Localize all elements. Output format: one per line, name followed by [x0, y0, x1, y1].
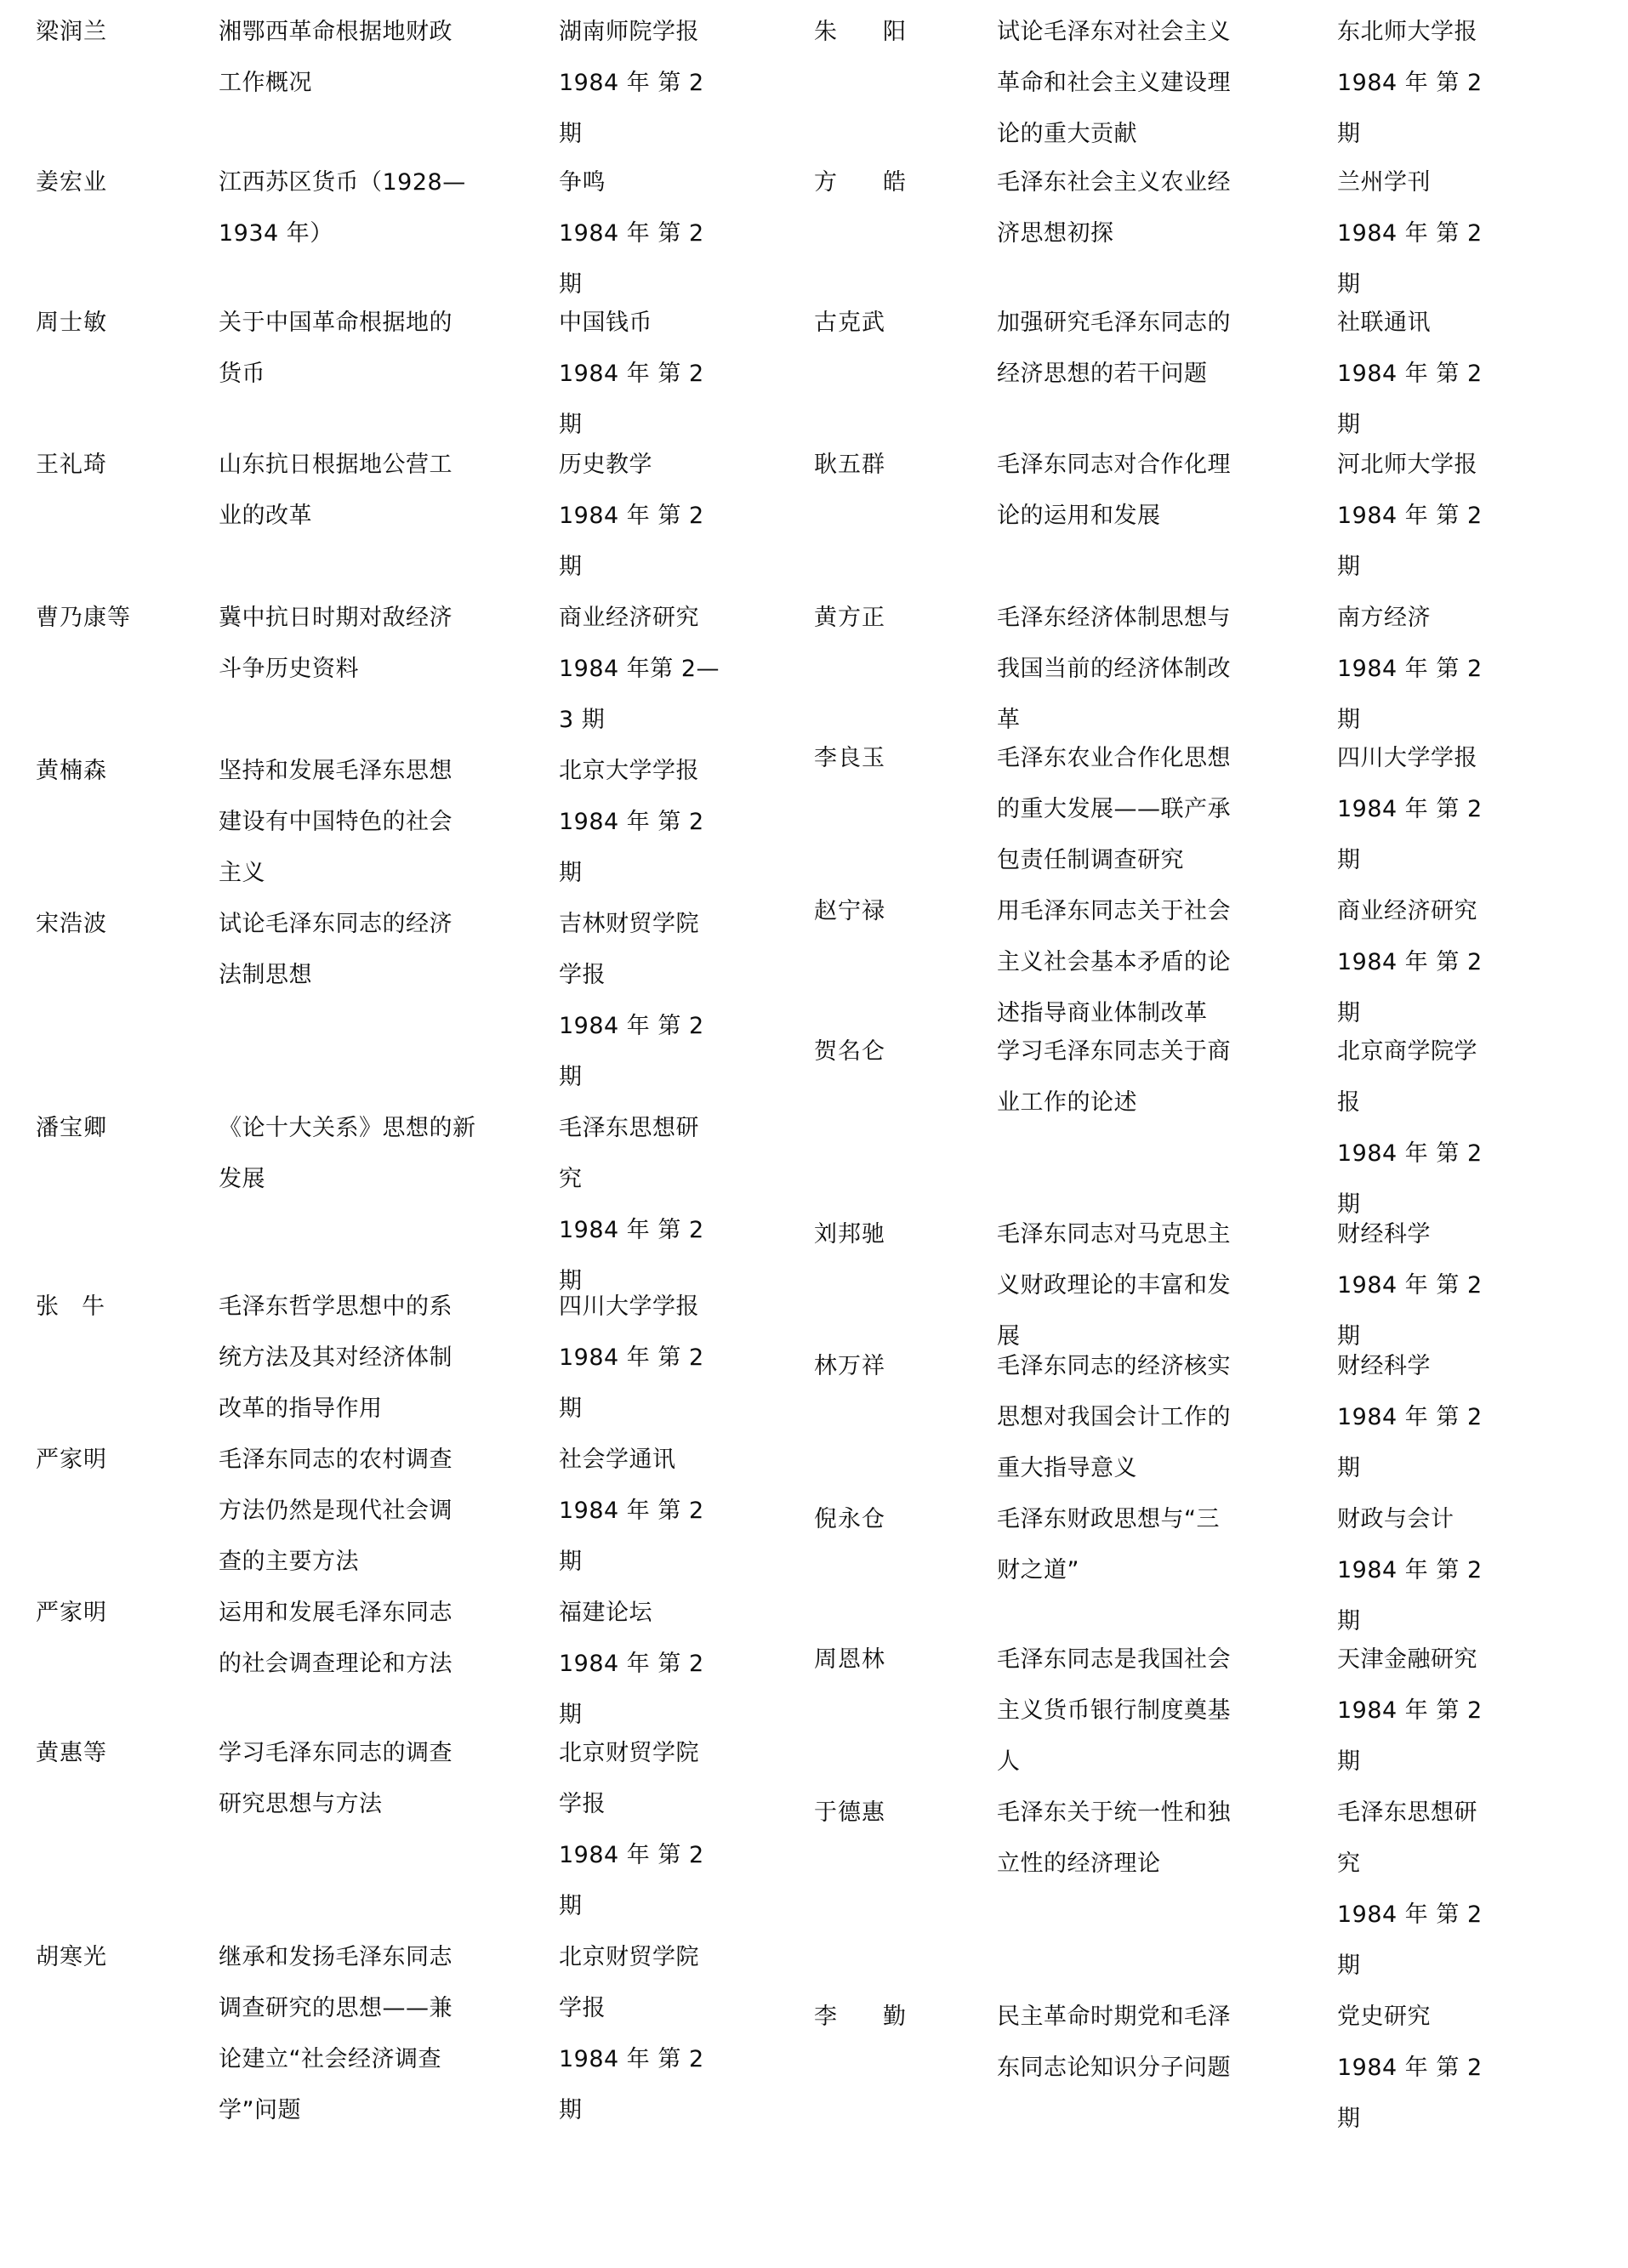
entry-title: 试论毛泽东对社会主义 革命和社会主义建设理 论的重大贡献: [997, 19, 1231, 147]
entry-title: 山东抗日根据地公营工 业的改革: [219, 452, 453, 529]
entry-author: 潘宝卿: [36, 1115, 107, 1141]
entry-journal: 东北师大学报 1984 年 第 2 期: [1337, 19, 1483, 147]
entry-title: 毛泽东财政思想与“三 财之道”: [997, 1506, 1220, 1583]
entry-author: 胡寒光: [36, 1944, 107, 1970]
entry-title: 毛泽东同志对马克思主 义财政理论的丰富和发 展: [997, 1221, 1231, 1350]
bibliography-entry: [814, 1209, 1575, 1362]
entry-title: 毛泽东同志的农村调查 方法仍然是现代社会调 查的主要方法: [219, 1447, 453, 1575]
bibliography-entry: [36, 1588, 797, 1741]
entry-journal: 四川大学学报 1984 年 第 2 期: [1337, 745, 1483, 873]
entry-author: 王礼琦: [36, 452, 107, 478]
entry-journal: 吉林财贸学院 学报 1984 年 第 2 期: [559, 911, 704, 1090]
entry-journal: 社会学通讯 1984 年 第 2 期: [559, 1447, 704, 1575]
entry-journal: 北京大学学报 1984 年 第 2 期: [559, 758, 704, 886]
entry-journal: 争鸣 1984 年 第 2 期: [559, 169, 704, 298]
entry-author: 张 牛: [36, 1293, 105, 1320]
entry-author: 贺名仑: [814, 1038, 885, 1065]
entry-author: 古克武: [814, 310, 885, 336]
entry-title: 毛泽东同志是我国社会 主义货币银行制度奠基 人: [997, 1646, 1231, 1775]
entry-title: 试论毛泽东同志的经济 法制思想: [219, 911, 453, 988]
entry-author: 于德惠: [814, 1799, 885, 1826]
entry-journal: 兰州学刊 1984 年 第 2 期: [1337, 169, 1483, 298]
bibliography-entry: [814, 733, 1575, 886]
entry-journal: 社联通讯 1984 年 第 2 期: [1337, 310, 1483, 438]
entry-title: 毛泽东同志对合作化理 论的运用和发展: [997, 452, 1231, 529]
entry-title: 毛泽东同志的经济核实 思想对我国会计工作的 重大指导意义: [997, 1353, 1231, 1481]
bibliography-entry: [814, 298, 1575, 451]
entry-author: 曹乃康等: [36, 605, 131, 631]
bibliography-entry: [36, 1103, 797, 1307]
bibliography-entry: [36, 7, 797, 160]
entry-title: 运用和发展毛泽东同志 的社会调查理论和方法: [219, 1600, 453, 1677]
bibliography-entry: [36, 440, 797, 593]
entry-author: 方 皓: [814, 169, 906, 196]
bibliography-entry: [36, 1932, 797, 2136]
bibliography-entry: [36, 1728, 797, 1932]
entry-title: 学习毛泽东同志的调查 研究思想与方法: [219, 1740, 453, 1817]
bibliography-entry: [36, 1282, 797, 1435]
entry-journal: 财经科学 1984 年 第 2 期: [1337, 1353, 1483, 1481]
entry-title: 毛泽东关于统一性和独 立性的经济理论: [997, 1799, 1231, 1877]
entry-author: 严家明: [36, 1600, 107, 1626]
entry-journal: 四川大学学报 1984 年 第 2 期: [559, 1293, 704, 1422]
entry-journal: 中国钱币 1984 年 第 2 期: [559, 310, 704, 438]
entry-author: 周士敏: [36, 310, 107, 336]
bibliography-entry: [814, 1341, 1575, 1494]
entry-title: 湘鄂西革命根据地财政 工作概况: [219, 19, 453, 96]
entry-author: 周恩林: [814, 1646, 885, 1673]
entry-title: 坚持和发展毛泽东思想 建设有中国特色的社会 主义: [219, 758, 453, 886]
entry-author: 赵宁禄: [814, 898, 885, 924]
entry-journal: 商业经济研究 1984 年 第 2 期: [1337, 898, 1483, 1026]
entry-author: 严家明: [36, 1447, 107, 1473]
entry-journal: 湖南师院学报 1984 年 第 2 期: [559, 19, 704, 147]
entry-title: 用毛泽东同志关于社会 主义社会基本矛盾的论 述指导商业体制改革: [997, 898, 1231, 1026]
entry-author: 宋浩波: [36, 911, 107, 937]
entry-author: 姜宏业: [36, 169, 107, 196]
entry-author: 黄楠森: [36, 758, 107, 784]
entry-journal: 财政与会计 1984 年 第 2 期: [1337, 1506, 1483, 1634]
entry-journal: 北京商学院学 报 1984 年 第 2 期: [1337, 1038, 1483, 1218]
entry-author: 李良玉: [814, 745, 885, 771]
bibliography-entry: [814, 593, 1575, 746]
entry-title: 《论十大关系》思想的新 发展: [219, 1115, 476, 1192]
entry-author: 黄惠等: [36, 1740, 107, 1766]
entry-journal: 财经科学 1984 年 第 2 期: [1337, 1221, 1483, 1350]
entry-title: 继承和发扬毛泽东同志 调查研究的思想——兼 论建立“社会经济调查 学”问题: [219, 1944, 453, 2123]
entry-title: 毛泽东社会主义农业经 济思想初探: [997, 169, 1231, 247]
entry-author: 倪永仓: [814, 1506, 885, 1532]
entry-journal: 天津金融研究 1984 年 第 2 期: [1337, 1646, 1483, 1775]
entry-title: 毛泽东农业合作化思想 的重大发展——联产承 包责任制调查研究: [997, 745, 1231, 873]
bibliography-entry: [814, 1026, 1575, 1231]
entry-title: 加强研究毛泽东同志的 经济思想的若干问题: [997, 310, 1231, 387]
entry-title: 冀中抗日时期对敌经济 斗争历史资料: [219, 605, 453, 682]
entry-journal: 毛泽东思想研 究 1984 年 第 2 期: [559, 1115, 704, 1294]
entry-journal: 河北师大学报 1984 年 第 2 期: [1337, 452, 1483, 580]
entry-title: 江西苏区货币（1928— 1934 年）: [219, 169, 466, 247]
entry-author: 刘邦驰: [814, 1221, 885, 1248]
entry-journal: 北京财贸学院 学报 1984 年 第 2 期: [559, 1944, 704, 2123]
entry-title: 毛泽东哲学思想中的系 统方法及其对经济体制 改革的指导作用: [219, 1293, 453, 1422]
bibliography-entry: [814, 1992, 1575, 2145]
entry-author: 耿五群: [814, 452, 885, 478]
entry-journal: 南方经济 1984 年 第 2 期: [1337, 605, 1483, 733]
bibliography-entry: [814, 1494, 1575, 1647]
bibliography-entry: [36, 157, 797, 310]
bibliography-entry: [814, 440, 1575, 593]
entry-title: 毛泽东经济体制思想与 我国当前的经济体制改 革: [997, 605, 1231, 733]
bibliography-entry: [814, 157, 1575, 310]
entry-journal: 历史教学 1984 年 第 2 期: [559, 452, 704, 580]
bibliography-entry: [814, 7, 1575, 160]
bibliography-entry: [36, 593, 797, 746]
entry-author: 黄方正: [814, 605, 885, 631]
bibliography-entry: [36, 899, 797, 1103]
bibliography-entry: [36, 298, 797, 451]
entry-journal: 北京财贸学院 学报 1984 年 第 2 期: [559, 1740, 704, 1919]
bibliography-entry: [36, 746, 797, 899]
entry-journal: 党史研究 1984 年 第 2 期: [1337, 2004, 1483, 2132]
bibliography-entry: [814, 1634, 1575, 1788]
bibliography-entry: [814, 886, 1575, 1039]
entry-journal: 福建论坛 1984 年 第 2 期: [559, 1600, 704, 1728]
entry-author: 朱 阳: [814, 19, 906, 45]
entry-title: 学习毛泽东同志关于商 业工作的论述: [997, 1038, 1231, 1116]
entry-author: 林万祥: [814, 1353, 885, 1379]
entry-journal: 毛泽东思想研 究 1984 年 第 2 期: [1337, 1799, 1483, 1979]
entry-title: 民主革命时期党和毛泽 东同志论知识分子问题: [997, 2004, 1231, 2081]
entry-author: 梁润兰: [36, 19, 107, 45]
entry-author: 李 勤: [814, 2004, 906, 2030]
entry-title: 关于中国革命根据地的 货币: [219, 310, 453, 387]
entry-journal: 商业经济研究 1984 年第 2— 3 期: [559, 605, 720, 733]
bibliography-entry: [36, 1435, 797, 1588]
bibliography-entry: [814, 1788, 1575, 1992]
